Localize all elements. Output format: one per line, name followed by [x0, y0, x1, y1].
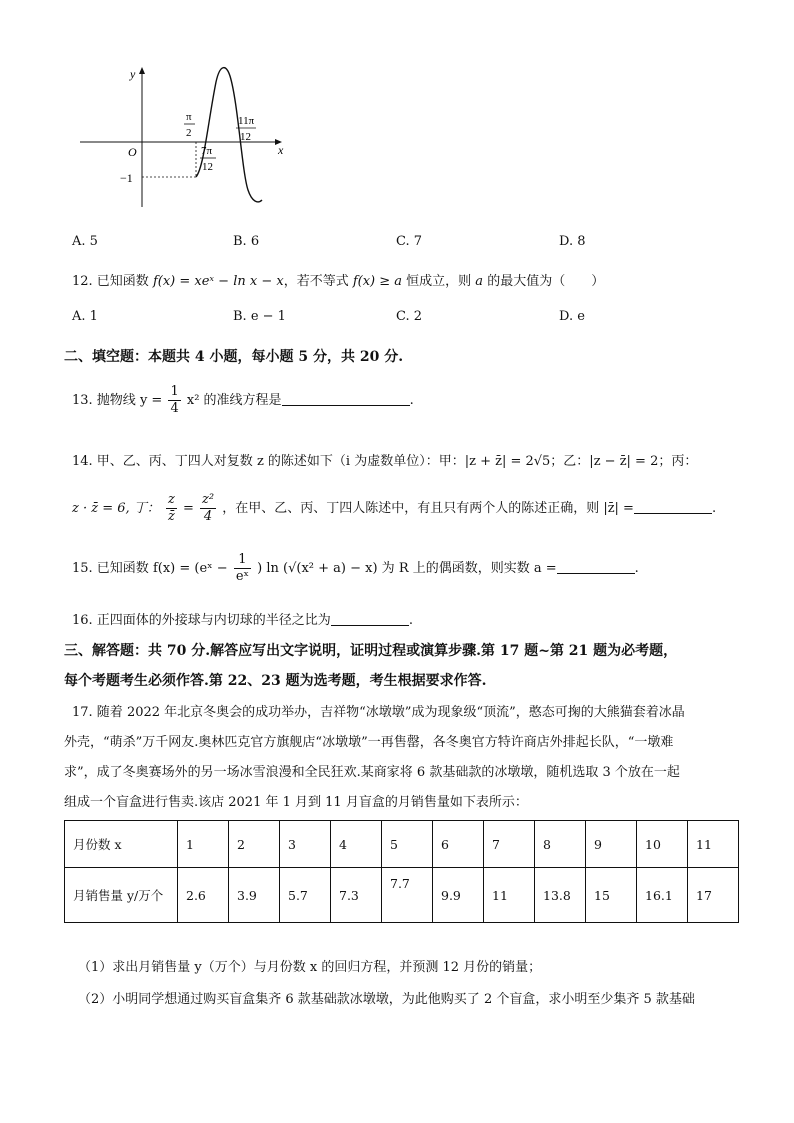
question-17-text: 17. 随着 2022 年北京冬奥会的成功举办，吉祥物“冰墩墩”成为现象级“顶流”，憨态可掬的大熊猫套着冰晶 外壳，“萌杀”万千网友.奥林匹克官方旗舰店“冰墩墩”一再售罄，各冬奥官方特许商店外排起长队，“一墩难 求”，成了冬奥赛场外的另一场冰雪浪漫和全民狂欢.某商家将 6 款基础款的冰墩墩，随机选取 3 个放在一起 组成一个盲盒进行售卖.该店 2021 年 1 月到 11 月盲盒的月销售量如下表所示： — [64, 705, 685, 810]
q12-function: f(x) = xeˣ − ln x − x — [152, 274, 284, 289]
q11-option-d[interactable]: D. 8 — [559, 234, 586, 249]
sales-table — [64, 820, 739, 923]
q11-option-a[interactable]: A. 5 — [72, 234, 98, 249]
function-graph — [70, 62, 300, 212]
question-13: 13. 抛物线 y = $\frac{1}{4}$ x² 的准线方程是 . — [72, 384, 414, 416]
row-label-sales: 月销售量 y/万个 — [65, 868, 178, 923]
q14-answer-blank[interactable] — [634, 499, 712, 514]
tick-pi2-den: 2 — [186, 127, 192, 139]
q14-fraction-1: $\frac{z}{z̄}$ — [167, 492, 175, 524]
tick-pi2-num: π — [186, 111, 192, 123]
tick-11pi-num: 11π — [238, 115, 255, 127]
table-row: 月销售量 y/万个 2.6 3.9 5.7 7.3 7.7 9.9 11 13.8 15 16.1 17 — [65, 868, 739, 923]
q12-option-c[interactable]: C. 2 — [396, 309, 423, 324]
section-3-heading-line1: 三、解答题：共 70 分.解答应写出文字说明，证明过程或演算步骤.第 17 题~第 21 题为必考题， — [64, 643, 678, 659]
section-3-heading-line2: 每个考题考生必须作答.第 22、23 题为选考题，考生根据要求作答. — [64, 673, 487, 689]
question-16: 16. 正四面体的外接球与内切球的半径之比为 . — [72, 613, 413, 628]
y-axis-label: y — [130, 67, 136, 81]
q12-option-a[interactable]: A. 1 — [72, 309, 98, 324]
y-axis-arrow — [139, 67, 145, 74]
question-17-part-1: （1）求出月销售量 y（万个）与月份数 x 的回归方程，并预测 12 月份的销量； — [78, 960, 542, 975]
row-label-month: 月份数 x — [65, 821, 178, 868]
question-15: 15. 已知函数 f(x) = (eˣ − $\frac{1}{\text{eˣ}}$ ) ln (√(x² + a) − x) 为 R 上的偶函数，则实数 a = . — [72, 552, 639, 584]
q11-option-c[interactable]: C. 7 — [396, 234, 423, 249]
q15-answer-blank[interactable] — [557, 559, 635, 574]
q14-fraction-2: $\frac{\text{z²}}{4}$ — [201, 492, 215, 524]
tick-7pi-num: 7π — [201, 145, 213, 157]
q12-option-d[interactable]: D. e — [559, 309, 585, 324]
question-14-line2: z · z̄ = 6, 丁： $\frac{z}{z̄}$ = $\frac{\text{z²}}{4}$ ，在甲、乙、丙、丁四人陈述中，有且只有两个人的陈述正确，则 |z̄| = . — [72, 492, 717, 524]
q12-inequality: f(x) ≥ a — [352, 274, 403, 289]
section-2-heading: 二、填空题：本题共 4 小题，每小题 5 分，共 20 分. — [64, 349, 404, 365]
table-row: 月份数 x 1 2 3 4 5 6 7 8 9 10 11 — [65, 821, 739, 868]
q15-fraction: $\frac{1}{\text{eˣ}}$ — [235, 552, 250, 584]
tick-11pi-den: 12 — [240, 131, 251, 143]
q13-fraction: $\frac{1}{4}$ — [170, 384, 179, 416]
x-axis-label: x — [278, 143, 284, 157]
q12-option-b[interactable]: B. e − 1 — [233, 309, 286, 324]
tick-neg1-label: −1 — [120, 171, 133, 185]
tick-7pi-den: 12 — [202, 161, 213, 173]
q11-option-b[interactable]: B. 6 — [233, 234, 260, 249]
origin-label: O — [128, 145, 137, 159]
q13-answer-blank[interactable] — [282, 391, 410, 406]
q16-answer-blank[interactable] — [331, 611, 409, 626]
question-17-part-2: （2）小明同学想通过购买盲盒集齐 6 款基础款冰墩墩，为此他购买了 2 个盲盒，求小明至少集齐 5 款基础 — [78, 992, 695, 1007]
question-14-line1: 14. 甲、乙、丙、丁四人对复数 z 的陈述如下（i 为虚数单位）：甲：|z + z̄| = 2√5；乙：|z − z̄| = 2；丙： — [72, 454, 698, 469]
sine-curve — [196, 68, 262, 202]
question-12: 12. 已知函数 f(x) = xeˣ − ln x − x，若不等式 f(x) ≥ a 恒成立，则 a 的最大值为（ ） — [72, 274, 605, 289]
